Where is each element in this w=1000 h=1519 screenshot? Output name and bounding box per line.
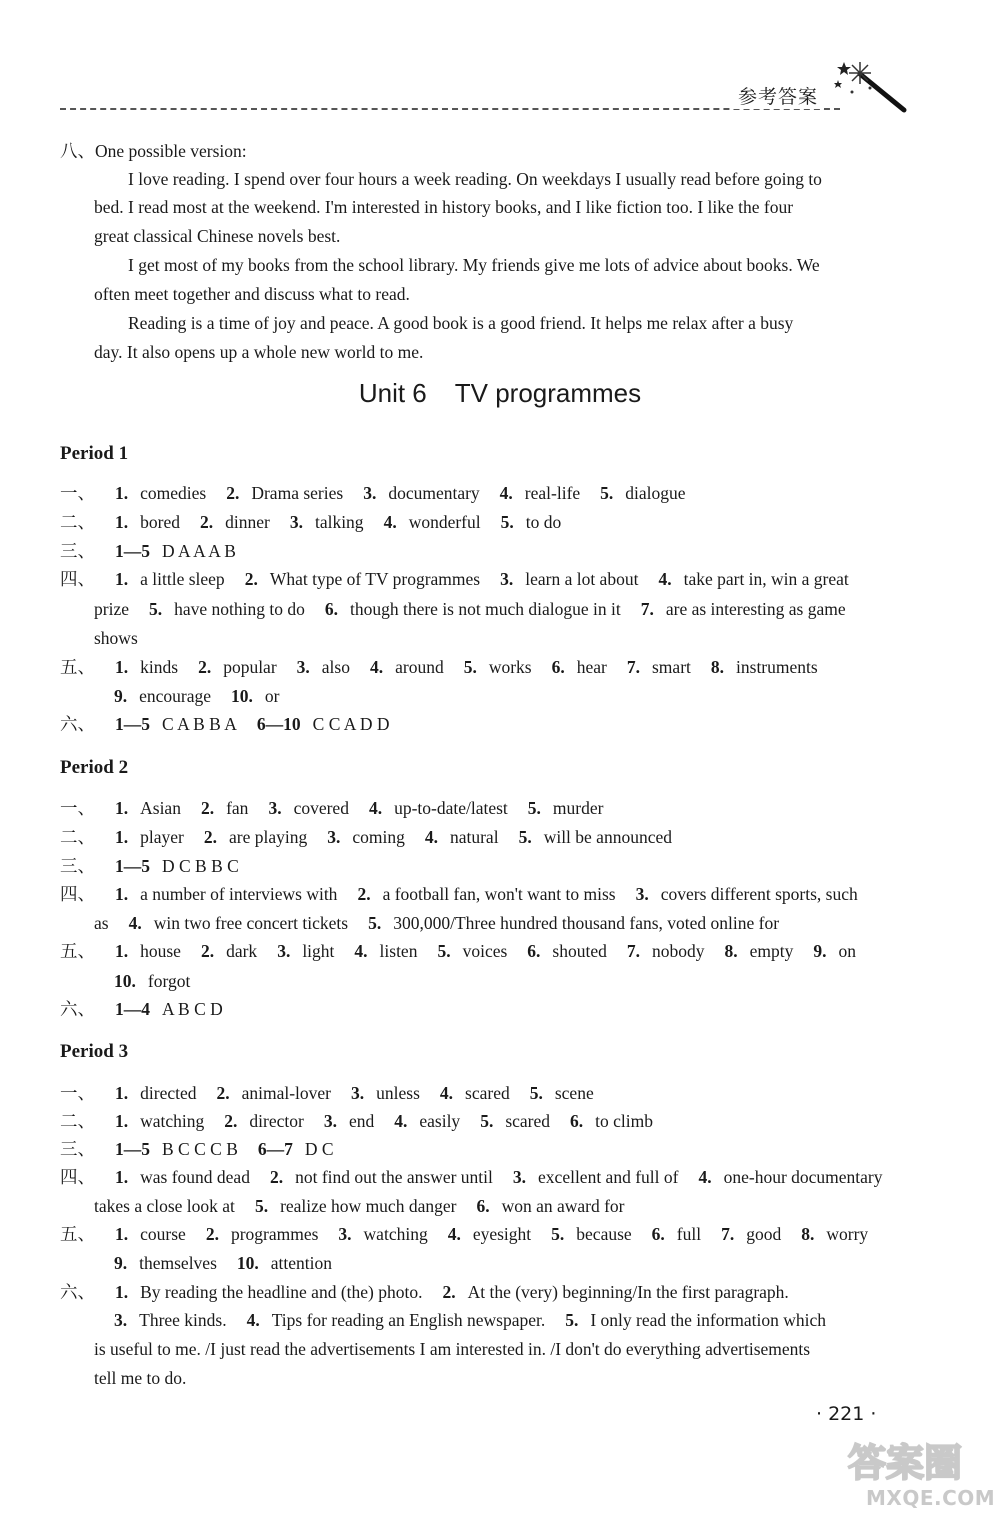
item-number: 1.: [115, 483, 129, 503]
item-number: 3.: [327, 827, 341, 847]
item-number: 10.: [114, 971, 136, 991]
item-number: 1.: [115, 512, 129, 532]
item-number: 2.: [269, 1167, 284, 1187]
item-number: 2.: [199, 512, 214, 532]
section-label: 二、: [60, 827, 95, 847]
section-label: 一、: [60, 798, 95, 818]
answer-text: covers different sports, such: [660, 884, 858, 904]
item-number: 3.: [338, 1224, 352, 1244]
answer-text: a football fan, won't want to miss: [382, 884, 616, 904]
essay-line: I love reading. I spend over four hours a week reading. On weekdays I usually read before going to: [128, 169, 822, 189]
answer-text: scene: [554, 1083, 594, 1103]
item-number: 5.: [368, 913, 382, 933]
item-number: 6.: [527, 941, 541, 961]
section-label: 五、: [60, 941, 95, 961]
section-label: 五、: [60, 657, 95, 677]
item-number: 5.: [500, 512, 514, 532]
answer-text: scared: [505, 1111, 551, 1131]
item-number: 7.: [640, 599, 654, 619]
essay-line: I get most of my books from the school library. My friends give me lots of advice about books. We: [128, 255, 820, 275]
answer-row: [94, 1309, 826, 1331]
item-number: 5.: [437, 941, 451, 961]
answer-row: [60, 998, 223, 1020]
answer-text: as: [94, 913, 109, 933]
item-number: 3.: [114, 1310, 128, 1330]
answer-text: D C B B C: [162, 856, 239, 876]
item-number: 1.: [115, 1083, 129, 1103]
item-number: 3.: [512, 1167, 527, 1187]
section-label: 四、: [60, 569, 95, 589]
answer-text: up-to-date/latest: [394, 798, 508, 818]
item-number: 1.: [115, 1167, 129, 1187]
answer-text: bored: [140, 512, 180, 532]
item-number: 1—5: [115, 1139, 150, 1159]
answer-text: comedies: [140, 483, 207, 503]
answer-row: [60, 1110, 653, 1132]
section-label: 八、: [60, 141, 95, 161]
answer-text: player: [140, 827, 184, 847]
item-number: 5.: [254, 1196, 269, 1216]
item-number: 5.: [529, 1083, 543, 1103]
answer-row: [60, 482, 686, 504]
answer-text: dark: [226, 941, 258, 961]
section-label: 四、: [60, 884, 95, 904]
answer-text: end: [348, 1111, 375, 1131]
answer-text: a little sleep: [140, 569, 225, 589]
answer-text: fan: [226, 798, 249, 818]
answer-text: coming: [352, 827, 405, 847]
section-label: 五、: [60, 1224, 95, 1244]
item-number: 8.: [710, 657, 725, 677]
answer-text: smart: [652, 657, 691, 677]
answer-text: won an award for: [501, 1196, 625, 1216]
section-label: 一、: [60, 483, 95, 503]
answer-text: scared: [465, 1083, 510, 1103]
unit-label: Unit 6: [358, 378, 427, 408]
answer-text: to do: [525, 512, 562, 532]
period-title: Period 3: [60, 1041, 129, 1062]
answer-row: [60, 1138, 334, 1160]
answer-text: real-life: [524, 483, 581, 503]
answer-text: themselves: [139, 1253, 217, 1273]
item-number: 4.: [658, 569, 672, 589]
item-number: 3.: [268, 798, 282, 818]
answer-text: encourage: [139, 686, 212, 706]
item-number: 2.: [205, 1224, 219, 1244]
answer-text: D C: [304, 1139, 334, 1159]
answer-text: instruments: [736, 657, 818, 677]
answer-text: What type of TV programmes: [269, 569, 481, 589]
item-number: 5.: [480, 1111, 494, 1131]
answer-text: C C A D D: [312, 714, 390, 734]
answer-row: [94, 1367, 186, 1389]
item-number: 4.: [354, 941, 368, 961]
item-number: 6.: [570, 1111, 584, 1131]
item-number: 2.: [200, 798, 215, 818]
item-number: 3.: [635, 884, 649, 904]
answer-row: [60, 940, 856, 962]
item-number: 2.: [224, 1111, 238, 1131]
item-number: 7.: [721, 1224, 735, 1244]
answer-text: C A B B A: [162, 714, 237, 734]
item-number: 4.: [394, 1111, 408, 1131]
answer-text: eyesight: [472, 1224, 532, 1244]
answer-row: [60, 656, 818, 678]
answer-text: easily: [419, 1111, 461, 1131]
page-header: [60, 70, 910, 120]
answer-text: light: [302, 941, 335, 961]
answer-text: learn a lot about: [525, 569, 639, 589]
item-number: 4.: [246, 1310, 260, 1330]
answer-text: not find out the answer until: [295, 1167, 493, 1187]
item-number: 4.: [439, 1083, 454, 1103]
unit-title: [0, 376, 1000, 410]
answer-row: [94, 912, 779, 934]
item-number: 4.: [447, 1224, 461, 1244]
essay-line: Reading is a time of joy and peace. A good book is a good friend. It helps me relax after a busy: [128, 313, 794, 333]
essay-line: great classical Chinese novels best.: [94, 226, 341, 246]
answer-text: have nothing to do: [174, 599, 305, 619]
answer-text: hear: [576, 657, 607, 677]
answer-text: Tips for reading an English newspaper.: [271, 1310, 546, 1330]
item-number: 10.: [236, 1253, 259, 1273]
item-number: 1—5: [115, 856, 150, 876]
answer-text: Drama series: [251, 483, 344, 503]
answer-text: though there is not much dialogue in it: [349, 599, 621, 619]
essay-line: often meet together and discuss what to read.: [94, 284, 410, 304]
answer-text: talking: [314, 512, 364, 532]
watermark-logo: 答案圈: [848, 1441, 963, 1485]
answer-row: [94, 1338, 810, 1360]
item-number: 1.: [115, 1282, 129, 1302]
answer-text: D A A A B: [162, 541, 236, 561]
item-number: 5.: [551, 1224, 565, 1244]
item-number: 1.: [115, 884, 129, 904]
answer-text: win two free concert tickets: [153, 913, 349, 933]
item-number: 7.: [626, 657, 640, 677]
item-number: 5.: [565, 1310, 579, 1330]
item-number: 2.: [226, 483, 240, 503]
answer-text: B C C C B: [162, 1139, 238, 1159]
item-number: 7.: [626, 941, 640, 961]
answer-row: [94, 1252, 332, 1274]
answer-text: take part in, win a great: [683, 569, 849, 589]
answer-row: [60, 826, 672, 848]
header-dashed-rule: [60, 108, 840, 110]
watermark-logo-icon: [838, 1436, 988, 1488]
answer-row: [94, 970, 190, 992]
section-label: 三、: [60, 541, 95, 561]
answer-row: [60, 511, 561, 533]
item-number: 9.: [114, 686, 128, 706]
answer-text: or: [264, 686, 280, 706]
answer-text: voices: [462, 941, 508, 961]
answer-text: on: [838, 941, 856, 961]
answer-text: directed: [140, 1083, 197, 1103]
section-label: 六、: [60, 714, 95, 734]
item-number: 6—7: [257, 1139, 293, 1159]
item-number: 4.: [369, 657, 384, 677]
item-number: 4.: [698, 1167, 712, 1187]
answer-text: wonderful: [408, 512, 481, 532]
item-number: 5.: [463, 657, 477, 677]
item-number: 1.: [115, 657, 129, 677]
item-number: 3.: [363, 483, 377, 503]
item-number: 1—4: [115, 999, 150, 1019]
item-number: 5.: [600, 483, 614, 503]
answer-row: [60, 883, 858, 905]
answer-text: dinner: [225, 512, 270, 532]
section-label: 四、: [60, 1167, 95, 1187]
answer-text: prize: [94, 599, 129, 619]
answer-text: are as interesting as game: [665, 599, 846, 619]
essay-line: bed. I read most at the weekend. I'm interested in history books, and I like fiction too. I like the four: [94, 197, 794, 217]
answer-row: [60, 713, 389, 735]
answer-row: [60, 797, 603, 819]
item-number: 1.: [115, 1224, 129, 1244]
item-number: 8.: [801, 1224, 815, 1244]
essay-heading: [60, 140, 247, 162]
section-label: 一、: [60, 1083, 95, 1103]
answer-row: [60, 540, 236, 562]
answer-text: director: [249, 1111, 304, 1131]
answer-text: excellent and full of: [538, 1167, 679, 1187]
answer-row: [60, 855, 239, 877]
item-number: 4.: [499, 483, 513, 503]
section-label: 三、: [60, 856, 95, 876]
item-number: 2.: [216, 1083, 230, 1103]
answer-text: tell me to do.: [94, 1368, 187, 1388]
answer-text: one-hour documentary: [723, 1167, 883, 1187]
answer-text: also: [321, 657, 350, 677]
item-number: 5.: [148, 599, 163, 619]
answer-text: kinds: [140, 657, 179, 677]
item-number: 2.: [244, 569, 258, 589]
section-label: 三、: [60, 1139, 95, 1159]
item-number: 4.: [383, 512, 397, 532]
answer-row: [60, 1223, 868, 1245]
unit-name: TV programmes: [454, 378, 642, 408]
header-title: 参考答案: [732, 82, 824, 109]
period-title: Period 2: [60, 757, 129, 778]
answer-row: [94, 685, 279, 707]
item-number: 4.: [424, 827, 438, 847]
item-number: 1—5: [115, 541, 150, 561]
answer-row: [60, 1082, 594, 1104]
item-number: 5.: [518, 827, 532, 847]
section-label: 二、: [60, 1111, 95, 1131]
item-number: 6—10: [256, 714, 301, 734]
item-number: 9.: [813, 941, 827, 961]
section-label: 二、: [60, 512, 95, 532]
answer-text: takes a close look at: [94, 1196, 235, 1216]
item-number: 2.: [442, 1282, 456, 1302]
answer-text: empty: [749, 941, 794, 961]
answer-text: shouted: [552, 941, 607, 961]
item-number: 3.: [277, 941, 291, 961]
answer-text: is useful to me. /I just read the advertisements I am interested in. /I don't do everything advertisements: [94, 1339, 811, 1359]
section-label: 六、: [60, 1282, 95, 1302]
answer-text: Three kinds.: [139, 1310, 227, 1330]
answer-text: shows: [94, 628, 138, 648]
item-number: 4.: [128, 913, 142, 933]
item-number: 4.: [368, 798, 383, 818]
item-number: 1.: [115, 798, 129, 818]
answer-text: a number of interviews with: [140, 884, 338, 904]
answer-text: murder: [552, 798, 604, 818]
answer-text: house: [140, 941, 181, 961]
answer-text: was found dead: [140, 1167, 250, 1187]
answer-row: [60, 1281, 789, 1303]
answer-text: watching: [363, 1224, 428, 1244]
answer-text: good: [746, 1224, 782, 1244]
answer-text: A B C D: [162, 999, 223, 1019]
answer-text: are playing: [228, 827, 308, 847]
item-number: 6.: [324, 599, 338, 619]
answer-text: nobody: [652, 941, 705, 961]
answer-row: [94, 1195, 625, 1217]
item-number: 3.: [296, 657, 310, 677]
answer-text: full: [676, 1224, 702, 1244]
essay-intro: One possible version:: [95, 141, 247, 161]
item-number: 1.: [115, 941, 129, 961]
item-number: 2.: [198, 657, 212, 677]
item-number: 6.: [476, 1196, 490, 1216]
answer-text: programmes: [230, 1224, 319, 1244]
period-title: Period 1: [60, 443, 129, 464]
answer-text: popular: [223, 657, 277, 677]
item-number: 1.: [115, 569, 129, 589]
answer-text: worry: [826, 1224, 869, 1244]
section-label: 六、: [60, 999, 95, 1019]
item-number: 1—5: [115, 714, 150, 734]
answer-text: I only read the information which: [590, 1310, 827, 1330]
answer-text: watching: [140, 1111, 205, 1131]
item-number: 2.: [200, 941, 215, 961]
answer-text: unless: [376, 1083, 420, 1103]
page-number: · 221 ·: [816, 1403, 877, 1425]
answer-text: 300,000/Three hundred thousand fans, voted online for: [393, 913, 780, 933]
answer-text: documentary: [388, 483, 480, 503]
answer-text: to climb: [595, 1111, 653, 1131]
essay-line: day. It also opens up a whole new world to me.: [94, 342, 424, 362]
item-number: 3.: [500, 569, 514, 589]
answer-text: course: [140, 1224, 186, 1244]
answer-text: attention: [270, 1253, 332, 1273]
answer-text: listen: [379, 941, 418, 961]
answer-text: around: [395, 657, 444, 677]
item-number: 6.: [551, 657, 565, 677]
answer-row: [94, 627, 138, 649]
answer-text: will be announced: [543, 827, 672, 847]
answer-row: [60, 568, 849, 590]
answer-text: animal-lover: [241, 1083, 332, 1103]
answer-text: because: [576, 1224, 632, 1244]
answer-text: Asian: [140, 798, 181, 818]
magic-wand-icon: [830, 58, 910, 118]
item-number: 2.: [203, 827, 217, 847]
answer-row: [94, 598, 846, 620]
answer-text: By reading the headline and (the) photo.: [140, 1282, 423, 1302]
watermark: [838, 1436, 996, 1512]
item-number: 3.: [289, 512, 303, 532]
item-number: 3.: [351, 1083, 365, 1103]
answer-text: covered: [293, 798, 349, 818]
item-number: 10.: [231, 686, 253, 706]
item-number: 1.: [115, 827, 129, 847]
item-number: 3.: [323, 1111, 337, 1131]
item-number: 5.: [527, 798, 541, 818]
answer-text: works: [488, 657, 532, 677]
item-number: 6.: [651, 1224, 665, 1244]
item-number: 9.: [114, 1253, 128, 1273]
answer-text: natural: [449, 827, 499, 847]
watermark-text: MXQE.COM: [866, 1486, 996, 1510]
answer-text: forgot: [147, 971, 191, 991]
answer-text: dialogue: [625, 483, 686, 503]
item-number: 1.: [115, 1111, 129, 1131]
item-number: 8.: [724, 941, 738, 961]
answer-text: realize how much danger: [280, 1196, 457, 1216]
answer-text: At the (very) beginning/In the first paragraph.: [467, 1282, 789, 1302]
item-number: 2.: [357, 884, 371, 904]
answer-row: [60, 1166, 883, 1188]
